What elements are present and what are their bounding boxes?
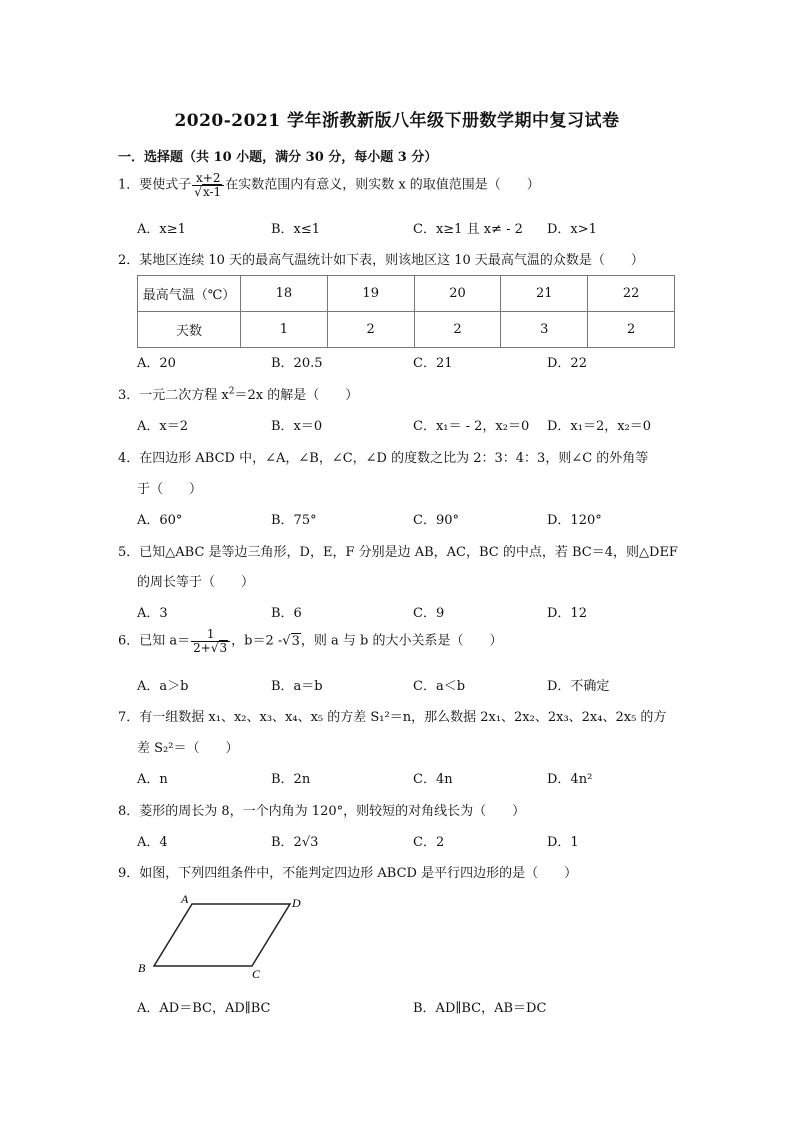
q1-option-c: C．x≥1 且 x≠ - 2	[413, 222, 523, 237]
q4-option-c: C．90°	[413, 513, 459, 528]
q4-option-d: D．120°	[547, 513, 602, 528]
q4-option-a: A．60°	[137, 513, 183, 528]
q6-sqrt-symbol: √	[210, 640, 219, 655]
q6-text-pre: 6．已知 a＝	[118, 633, 191, 649]
q1-option-d: D．x>1	[547, 222, 597, 237]
question-6	[118, 628, 502, 654]
question-9: 9．如图，下列四组条件中，不能判定四边形 ABCD 是平行四边形的是（ ）	[118, 866, 578, 881]
table-cell: 3	[501, 312, 588, 348]
q7-option-d: D．4n²	[547, 772, 593, 787]
table-cell: 2	[414, 312, 501, 348]
table-cell: 20	[414, 276, 501, 312]
q5-option-c: C．9	[413, 606, 445, 621]
section-heading: 一．选择题（共 10 小题，满分 30 分，每小题 3 分）	[118, 150, 438, 165]
q3-exponent: 2	[228, 386, 235, 397]
q6-option-d: D．不确定	[547, 679, 610, 694]
q5-option-b: B．6	[271, 606, 302, 621]
q1-option-a: A．x≥1	[137, 222, 186, 237]
q3-option-a: A．x＝2	[137, 419, 188, 434]
q6-fraction	[191, 628, 230, 654]
q8-option-a: A．4	[137, 835, 168, 850]
q6-option-b: B．a＝b	[271, 679, 323, 694]
q6-mid-sqrt-symbol: √	[282, 633, 291, 649]
question-7-line-1: 7．有一组数据 x₁、x₂、x₃、x₄、x₅ 的方差 S₁²＝n，那么数据 2x₁、2x₂、2x₃、2x₄、2x₅ 的方	[118, 710, 667, 725]
q8-option-c: C．2	[413, 835, 445, 850]
q1-text-post: 在实数范围内有意义，则实数 x 的取值范围是（ ）	[225, 177, 540, 193]
parallelogram-figure	[132, 892, 312, 982]
question-1	[118, 172, 540, 198]
q8-option-b: B．2√3	[271, 835, 319, 850]
q4-option-b: B．75°	[271, 513, 317, 528]
q6-numerator: 1	[191, 628, 230, 642]
q6-text-mid: ，b＝2 -	[231, 633, 283, 649]
question-5-line-1: 5．已知△ABC 是等边三角形，D，E，F 分别是边 AB，AC，BC 的中点，若 BC＝4，则△DEF	[118, 545, 678, 560]
temperature-table	[137, 275, 675, 348]
vertex-label-c: C	[252, 967, 261, 981]
q6-option-a: A．a＞b	[137, 679, 189, 694]
q6-option-c: C．a＜b	[413, 679, 466, 694]
q2-option-c: C．21	[413, 356, 453, 371]
q5-option-d: D．12	[547, 606, 587, 621]
q3-option-c: C．x₁＝ - 2，x₂＝0	[413, 419, 530, 434]
page-title: 2020-2021 学年浙教新版八年级下册数学期中复习试卷	[174, 111, 620, 131]
q5-option-a: A．3	[137, 606, 168, 621]
question-7-line-2: 差 S₂²＝（ ）	[137, 741, 239, 756]
table-cell: 2	[588, 312, 675, 348]
q2-option-d: D．22	[547, 356, 587, 371]
parallelogram-shape	[154, 904, 290, 966]
table-cell: 最高气温（℃）	[138, 276, 241, 312]
table-cell: 22	[588, 276, 675, 312]
vertex-label-a: A	[181, 892, 189, 906]
q7-option-a: A．n	[137, 772, 168, 787]
q6-text-post: ，则 a 与 b 的大小关系是（ ）	[300, 633, 503, 649]
table-cell: 2	[327, 312, 414, 348]
table-cell: 18	[241, 276, 328, 312]
q7-option-b: B．2n	[271, 772, 311, 787]
q6-denominator-radicand: 3	[219, 640, 228, 655]
q9-option-a: A．AD＝BC，AD∥BC	[137, 1001, 271, 1016]
q2-option-a: A．20	[137, 356, 176, 371]
q9-option-b: B．AD∥BC，AB＝DC	[413, 1001, 547, 1016]
q3-text-post: ＝2x 的解是（ ）	[234, 388, 359, 403]
question-3	[118, 384, 358, 403]
q1-text-pre: 1．要使式子	[118, 177, 192, 193]
question-4-line-1: 4．在四边形 ABCD 中，∠A，∠B，∠C，∠D 的度数之比为 2：3：4：3，则∠C 的外角等	[118, 451, 649, 466]
question-4-line-2: 于（ ）	[137, 482, 203, 497]
q3-option-b: B．x＝0	[271, 419, 323, 434]
vertex-label-d: D	[292, 896, 301, 910]
vertex-label-b: B	[138, 961, 146, 975]
table-cell: 19	[327, 276, 414, 312]
q3-text-pre: 3．一元二次方程 x	[118, 388, 229, 403]
table-cell: 1	[241, 312, 328, 348]
q6-mid-radicand: 3	[291, 633, 300, 649]
q1-denominator: x-1	[202, 184, 222, 199]
question-5-line-2: 的周长等于（ ）	[137, 575, 255, 590]
q1-option-b: B．x≤1	[271, 222, 321, 237]
table-row	[138, 276, 675, 312]
table-cell: 天数	[138, 312, 241, 348]
question-2: 2．某地区连续 10 天的最高气温统计如下表，则该地区这 10 天最高气温的众数是（ ）	[118, 253, 644, 268]
q1-fraction	[192, 172, 224, 198]
table-cell: 21	[501, 276, 588, 312]
q8-option-d: D．1	[547, 835, 579, 850]
q1-sqrt-symbol: √	[194, 184, 202, 199]
q6-denominator-a: 2+	[193, 640, 211, 655]
q7-option-c: C．4n	[413, 772, 453, 787]
q3-option-d: D．x₁＝2，x₂＝0	[547, 419, 652, 434]
table-row	[138, 312, 675, 348]
q2-option-b: B．20.5	[271, 356, 323, 371]
q1-numerator: x+2	[192, 172, 224, 186]
question-8: 8．菱形的周长为 8，一个内角为 120°，则较短的对角线长为（ ）	[118, 804, 526, 819]
